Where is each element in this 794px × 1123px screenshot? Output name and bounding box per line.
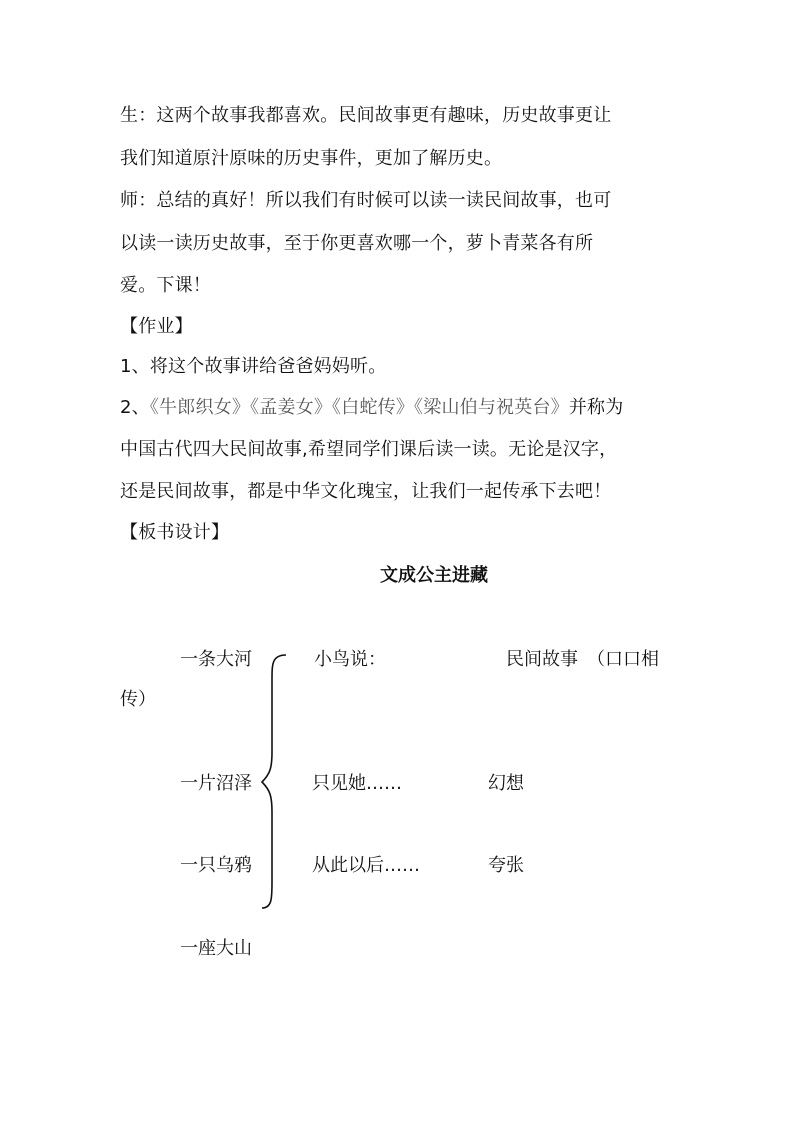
paragraph-line-5: 爱。下课！ [120,275,211,296]
homework-item-2-line-3: 还是民间故事，都是中华文化瑰宝，让我们一起传承下去吧！ [120,481,612,502]
board-right-1: 民间故事 （口口相 [506,649,659,670]
homework-item-2-suffix: 并称为 [568,397,624,418]
homework-heading: 【作业】 [120,316,193,337]
homework-item-2-line-2: 中国古代四大民间故事,希望同学们课后读一读。无论是汉字， [120,439,618,460]
board-left-2: 一片沼泽 [180,773,252,794]
board-middle-1: 小鸟说： [314,649,386,670]
homework-item-1: 1、将这个故事讲给爸爸妈妈听。 [120,356,387,377]
board-left-3: 一只乌鸦 [180,855,252,876]
homework-item-2-prefix: 2、 [120,397,150,418]
curly-brace-icon [258,652,292,912]
paragraph-line-3: 师：总结的真好！所以我们有时候可以读一读民间故事，也可 [120,190,612,211]
board-middle-3: 从此以后…… [312,855,420,876]
board-left-4: 一座大山 [180,938,252,959]
board-title: 文成公主进藏 [380,565,488,586]
homework-book-titles: 《牛郎织女》《孟姜女》《白蛇传》《梁山伯与祝英台》 [149,397,569,418]
board-right-2: 幻想 [488,773,524,794]
board-wrap-text: 传） [120,689,156,710]
paragraph-line-1: 生：这两个故事我都喜欢。民间故事更有趣味，历史故事更让 [120,105,612,126]
paragraph-line-2: 我们知道原汁原味的历史事件，更加了解历史。 [120,148,503,169]
board-middle-2: 只见她…… [312,773,402,794]
paragraph-line-4: 以读一读历史故事，至于你更喜欢哪一个，萝卜青菜各有所 [120,233,594,254]
board-heading: 【板书设计】 [120,522,230,543]
board-left-1: 一条大河 [180,649,252,670]
board-right-3: 夸张 [488,855,524,876]
homework-item-2 [120,396,623,420]
